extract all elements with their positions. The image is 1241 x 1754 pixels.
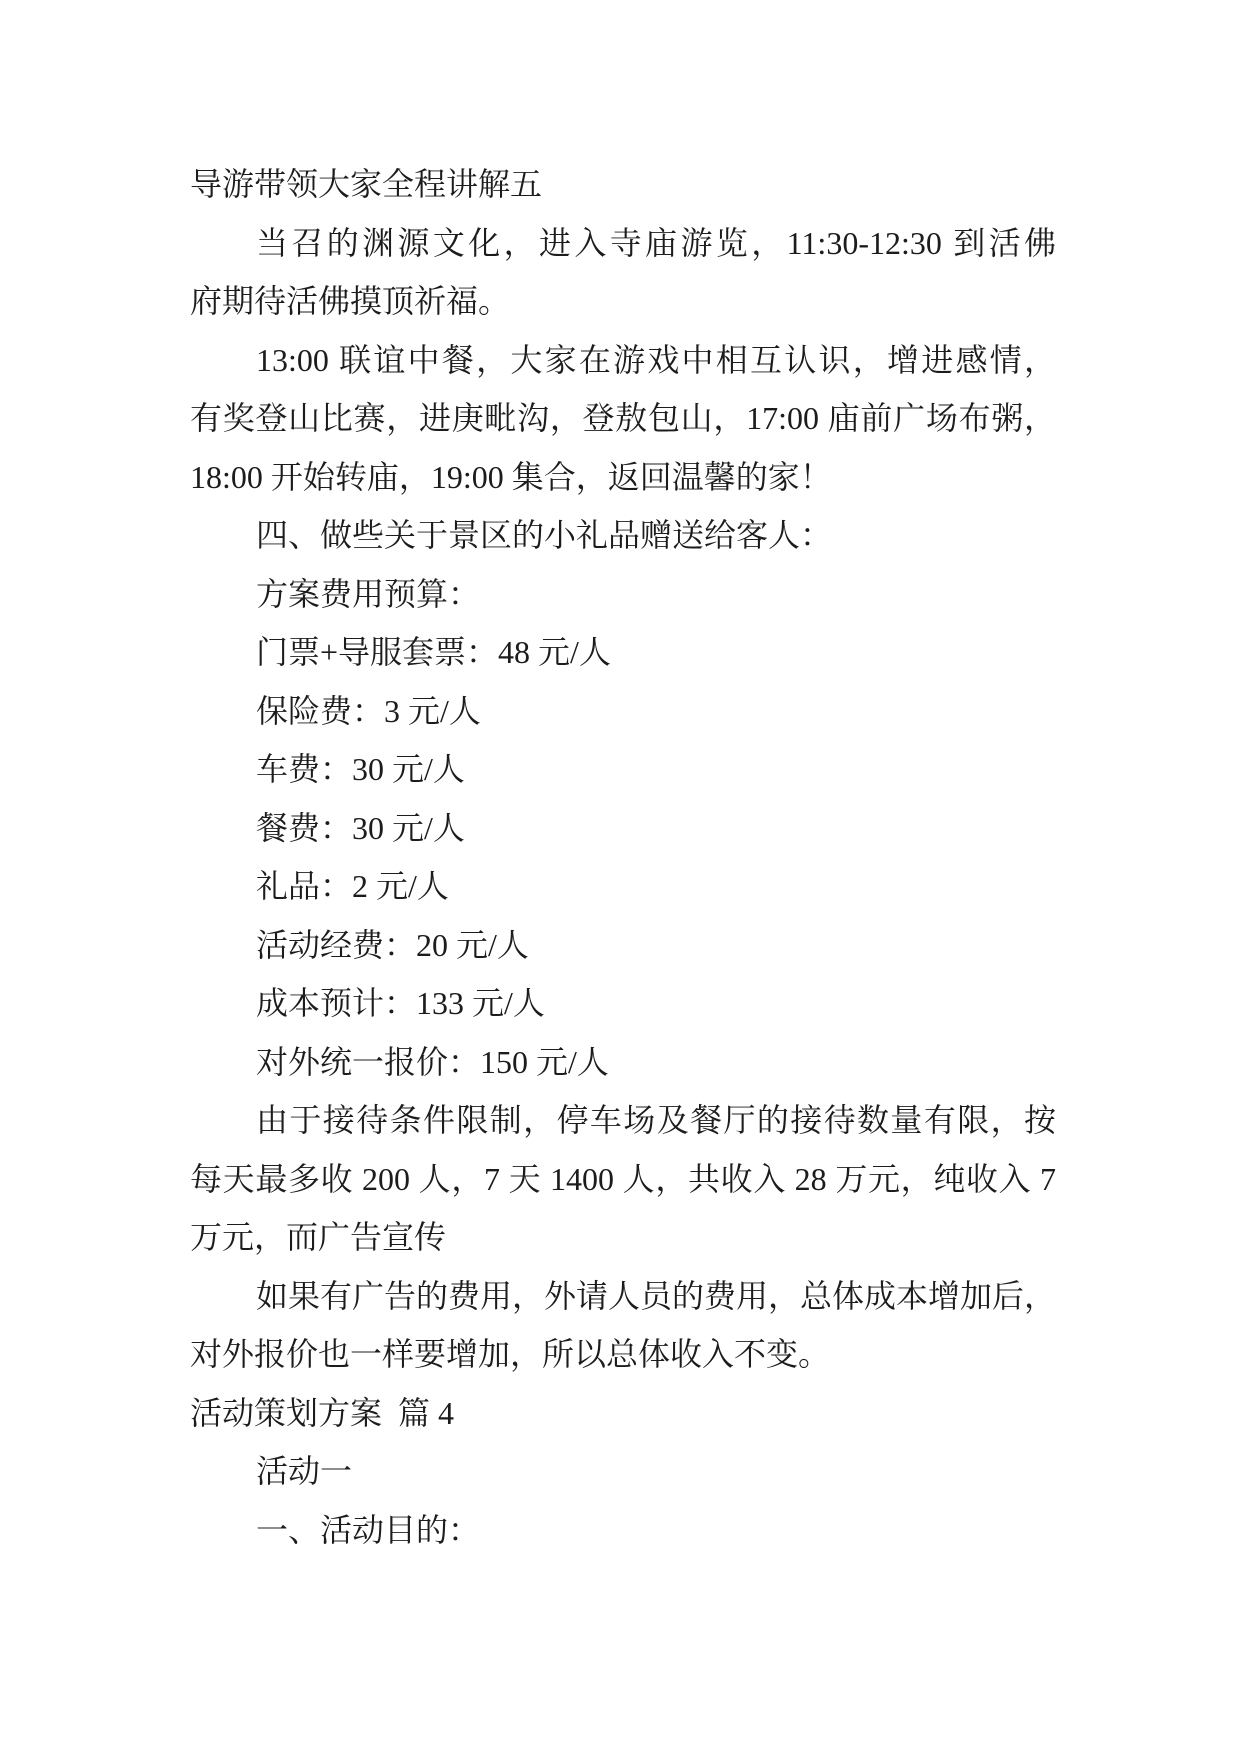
budget-item: 餐费：30 元/人 <box>256 809 465 846</box>
budget-item: 保险费：3 元/人 <box>256 692 481 729</box>
section-title: 活动策划方案 篇 4 <box>190 1394 455 1431</box>
paragraph-line: 有奖登山比赛，进庚毗沟，登敖包山，17:00 庙前广场布粥， <box>190 400 1056 436</box>
paragraph-line: 四、做些关于景区的小礼品赠送给客人： <box>256 517 833 553</box>
paragraph-line: 18:00 开始转庙，19:00 集合，返回温馨的家！ <box>190 458 832 495</box>
guide-line: 导游带领大家全程讲解五 <box>190 166 543 202</box>
paragraph-cost-note <box>190 1267 1056 1384</box>
paragraph-line: 由于接待条件限制，停车场及餐厅的接待数量有限，按 <box>256 1102 1056 1138</box>
budget-list <box>190 565 1056 1092</box>
paragraph-gifts <box>190 506 1056 565</box>
paragraph-temple-visit <box>190 214 1056 331</box>
paragraph-line: 当召的渊源文化，进入寺庙游览，11:30-12:30 到活佛 <box>256 224 1056 261</box>
budget-heading: 方案费用预算： <box>256 575 481 612</box>
paragraph-line: 对外报价也一样要增加，所以总体收入不变。 <box>190 1336 831 1372</box>
paragraph-line: 每天最多收 200 人，7 天 1400 人，共收入 28 万元，纯收入 7 <box>190 1160 1056 1197</box>
activity-purpose-heading: 一、活动目的： <box>256 1511 481 1548</box>
budget-item: 礼品：2 元/人 <box>256 868 449 904</box>
budget-item: 门票+导服套票：48 元/人 <box>256 634 611 670</box>
document-body <box>190 155 1056 1559</box>
budget-item: 成本预计：133 元/人 <box>256 985 545 1021</box>
budget-item: 活动经费：20 元/人 <box>256 926 529 963</box>
budget-item: 对外统一报价：150 元/人 <box>256 1043 609 1080</box>
paragraph-capacity-note <box>190 1091 1056 1267</box>
activity-subtitle: 活动一 <box>256 1453 353 1489</box>
paragraph-line: 13:00 联谊中餐，大家在游戏中相互认识，增进感情， <box>256 341 1056 378</box>
paragraph-line: 府期待活佛摸顶祈福。 <box>190 283 511 319</box>
paragraph-line: 万元，而广告宣传 <box>190 1219 447 1255</box>
budget-item: 车费：30 元/人 <box>256 751 465 787</box>
paragraph-line: 如果有广告的费用，外请人员的费用，总体成本增加后， <box>256 1277 1057 1314</box>
paragraph-afternoon-schedule <box>190 331 1056 507</box>
